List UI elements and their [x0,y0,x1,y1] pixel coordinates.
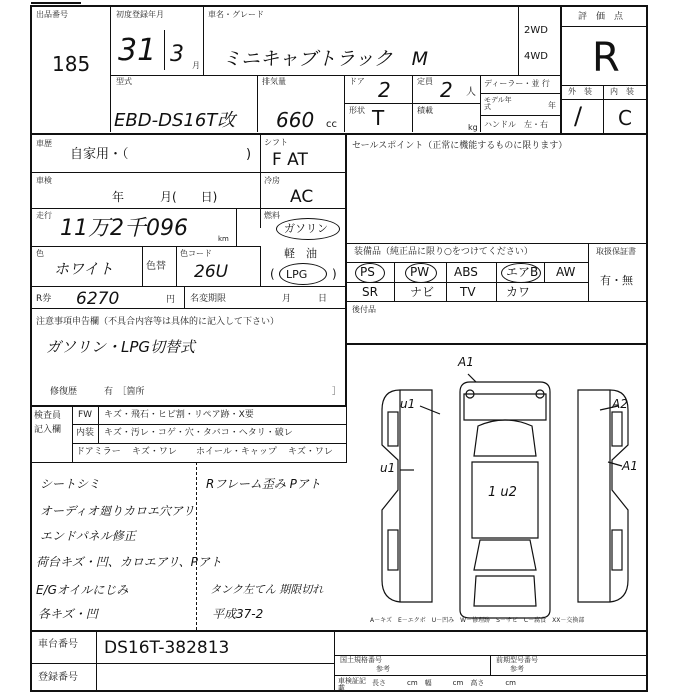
left-rear-wheel [388,530,398,570]
exterior-label: 外 装 [568,87,592,96]
equipment-label: 装備品（純正品に限り○をつけてください） [354,247,533,257]
h-check2 [72,443,346,444]
checker-row2-label: 内装 [76,428,95,438]
recycle-value: 6270 [76,289,120,309]
capacity-unit: 人 [466,87,476,98]
h-equip-top [346,243,647,244]
ac-value: AC [290,187,314,207]
inspector-note-left-6: 各キズ・凹 [38,607,98,621]
bottom-right-row2b: 参考 [510,665,524,673]
h-equip-1 [346,262,588,263]
v-recycle [184,286,185,308]
right-rear-wheel [612,530,622,570]
v-colorcode [176,246,177,286]
equip-airbag: エアB [506,265,539,279]
v-checker2 [98,406,99,444]
capacity: 2 [440,78,453,102]
checker-row3a: ドアミラー [76,447,121,457]
bottom-right-row1a: 国土規格番号 [340,656,382,664]
v-drive [518,7,519,75]
first-reg-year: 31 [118,33,157,68]
fuel-lpg: LPG [286,268,308,281]
bottom-right-row3: 車検証記載 [338,677,366,692]
arrow-u1-left [420,406,440,414]
bottom-right-row2a: 参考 [376,665,390,673]
equip-aw: AW [556,265,576,279]
h-chassis [31,663,335,664]
h-check1 [72,424,346,425]
right-front-wheel [612,412,622,446]
h-door [344,103,480,104]
v-color [142,246,143,286]
equip-sr: SR [362,285,378,299]
equip-ps-circle [355,263,385,283]
v-disp [257,75,258,132]
v-carname [203,7,204,75]
equip-leather: カワ [506,285,531,299]
color-code: 26U [194,262,229,282]
h-insp [31,208,345,209]
car-name: ミニキャブトラック M [222,48,429,70]
usage-close: ) [246,147,252,162]
lot-no: 185 [52,52,91,76]
v-eq3 [496,262,497,301]
first-reg-label: 初度登録年月 [116,10,164,19]
chassis-value: DS16T-382813 [104,638,230,658]
v-year [164,30,165,70]
left-front-wheel [388,412,398,446]
bottom-right-row1b: 前期型号番号 [496,656,538,664]
color-value: ホワイト [54,260,114,278]
dealer-label: ディーラー・並 行 [484,79,550,88]
h-notes [31,405,347,407]
transfer-text: 月 日 [282,294,328,304]
color-change-label: 色替 [146,261,166,272]
v-notes-divider [196,462,197,630]
mark-a1-top: A1 [458,355,474,369]
mileage-label: 走行 [36,211,52,220]
front-cab-roof [464,394,546,420]
checker-row2: キズ・汚レ・コゲ・穴・タバコ・ヘタリ・破レ [104,428,293,438]
v-br [490,655,491,675]
h-dealer [480,93,560,94]
notes-text: ガソリン・LPG切替式 [46,338,196,356]
usage-label: 車歴 [36,139,52,148]
cargo-bed [472,462,538,538]
h-bottom [31,630,647,632]
v-eq4 [544,262,545,282]
manual-value: 有・無 [600,274,633,287]
inspector-note-left-4: 荷台キズ・凹、カロエアリ、Pアト [36,555,222,569]
equip-tv: TV [460,285,476,299]
interior-value: C [618,106,632,130]
fuel-lpg-paren-open: ( [270,267,275,281]
registration-label: 登録番号 [38,672,78,683]
shift-label: シフト [264,138,288,147]
displacement-label: 排気量 [262,77,286,86]
equip-airbag-circle [501,263,541,283]
equip-pw: PW [410,265,430,279]
handle-label: ハンドル 左・右 [484,120,548,129]
displacement-unit: cc [326,119,337,130]
checker-label-2: 記入欄 [34,425,62,435]
shift-value: F AT [272,150,308,170]
bottom-right-row4: 長さ cm 幅 cm 高さ cm [372,679,517,687]
h-usage [31,172,345,173]
h-mileage [31,246,261,247]
usage-value: 自家用・（ [70,147,129,162]
v-eq2 [446,262,447,301]
h-rating2 [561,85,647,86]
shape-label: 形状 [349,106,365,115]
inspector-note-left-2: オーディオ廻りカロエ穴アリ [40,504,195,518]
manual-label: 取扱保証書 [596,247,636,256]
v-right-edge [646,134,648,344]
interior-label: 内 装 [610,87,634,96]
rating-label: 評 価 点 [578,12,624,22]
equip-navi: ナビ [410,285,435,299]
inspector-note-left-3: エンドパネル修正 [40,529,136,543]
ac-label: 冷房 [264,176,280,185]
equip-abs: ABS [454,265,478,279]
fuel-gas: ガソリン [284,222,328,235]
fuel-lpg-circle [279,263,327,285]
top-tab-line [31,2,81,4]
h-equip-2 [346,282,588,283]
h-check3 [31,462,347,463]
inspector-note-left-1: シートシミ [40,477,101,491]
inspector-note-right-3: 平成37-2 [212,607,264,621]
rating-value: R [592,35,620,81]
fuel-label: 燃料 [264,211,280,220]
month-unit: 月 [192,61,200,70]
checker-label-1: 検査員 [34,411,62,421]
h-recycle [31,308,345,309]
load-label: 積載 [417,106,433,115]
damage-legend: A－キズ E－エクボ U－凹み W－修理跡 S－サビ C－腐食 XX－交換部 [370,617,585,624]
arrow-a1-top [468,374,476,382]
h-rating [561,26,647,27]
v-int [603,85,604,134]
extras-label: 後付品 [352,305,376,314]
exterior-value: / [574,102,583,130]
equip-pw-circle [405,263,437,283]
repair-label: 修復歴 [50,387,78,397]
mark-u1-left: u1 [400,397,416,411]
h-extras-bottom [346,343,647,345]
mark-center: 1 u2 [488,485,517,500]
equip-ps: PS [360,265,375,279]
shape: T [372,106,385,130]
h-row2 [31,133,647,135]
notes-label: 注意事項申告欄（不具合内容等は具体的に記入して下さい） [36,317,280,327]
lot-no-label: 出品番号 [36,10,68,19]
h-handle [480,115,560,116]
load-unit: kg [468,123,478,132]
h-rating3 [561,99,647,100]
doors-label: ドア [349,77,365,86]
mark-u1-left2: u1 [380,461,396,475]
checker-row3d: キズ・ワレ [288,447,333,457]
inspector-note-right-2: タンク左てん 期限切れ [210,583,324,596]
car-name-label: 車名・グレード [208,10,264,19]
drive-4wd: 4WD [524,51,548,62]
year-unit: 年 [548,101,556,110]
v-lot [110,7,111,132]
first-reg-month: 3 [170,42,184,67]
checker-row3b: キズ・ワレ [132,447,177,457]
mileage-unit: km [218,235,229,243]
v-mileage [236,208,237,246]
v-manual [588,243,589,301]
v-mid [345,134,347,406]
model-code: EBD-DS16T改 [114,110,236,131]
color-label: 色 [36,249,44,258]
repair-text: 有 ［箇所 [104,387,145,397]
transfer-label: 名変期限 [190,294,227,304]
v-bottom-right [334,630,335,692]
checker-row1: キズ・飛石・ヒビ割・リペア跡・X要 [104,410,254,420]
capacity-label: 定員 [417,77,433,86]
sales-point-label: セールスポイント（正常に機能するものに限ります） [352,141,568,151]
fuel-diesel: 軽 油 [284,247,317,260]
h-br2 [334,675,646,676]
mileage-value: 11万2千096 [60,216,188,241]
model-year-label: モデル年式 [484,96,512,111]
fuel-gas-circle [276,218,340,240]
chassis-label: 車台番号 [38,639,78,650]
inspection-text: 年 月( 日) [112,190,218,204]
h-row1 [110,75,560,76]
v-dealer [480,75,481,132]
inspection-label: 車検 [36,176,52,185]
doors: 2 [378,78,391,102]
fuel-lpg-paren-close: ) [332,267,337,281]
color-code-label: 色コード [180,249,212,258]
h-color [31,286,345,287]
inspector-note-right-1: Rフレーム歪み Pアト [206,477,321,491]
rear-bumper [474,576,536,606]
recycle-label: R券 [36,294,52,304]
displacement: 660 [276,108,315,132]
checker-row3c: ホイール・キャップ [196,447,277,457]
checker-row1-label: FW [78,410,93,420]
mark-a1-right: A1 [622,459,638,473]
repair-close: ］ [332,387,342,397]
v-chassis [96,630,97,692]
h-equip-3 [346,301,647,302]
v-eq1 [394,262,395,301]
drive-2wd: 2WD [524,25,548,36]
inspector-note-left-5: E/Gオイルにじみ [36,583,129,597]
windshield [474,420,536,456]
model-label: 型式 [116,77,132,86]
mark-a2-right: A2 [612,397,628,411]
v-checker [72,406,73,462]
v-fuel2 [260,246,261,286]
recycle-unit: 円 [166,295,176,305]
rear-panel [474,540,536,570]
v-shift [260,134,261,228]
top-view-outline [460,382,550,618]
v-check-right [346,406,347,462]
